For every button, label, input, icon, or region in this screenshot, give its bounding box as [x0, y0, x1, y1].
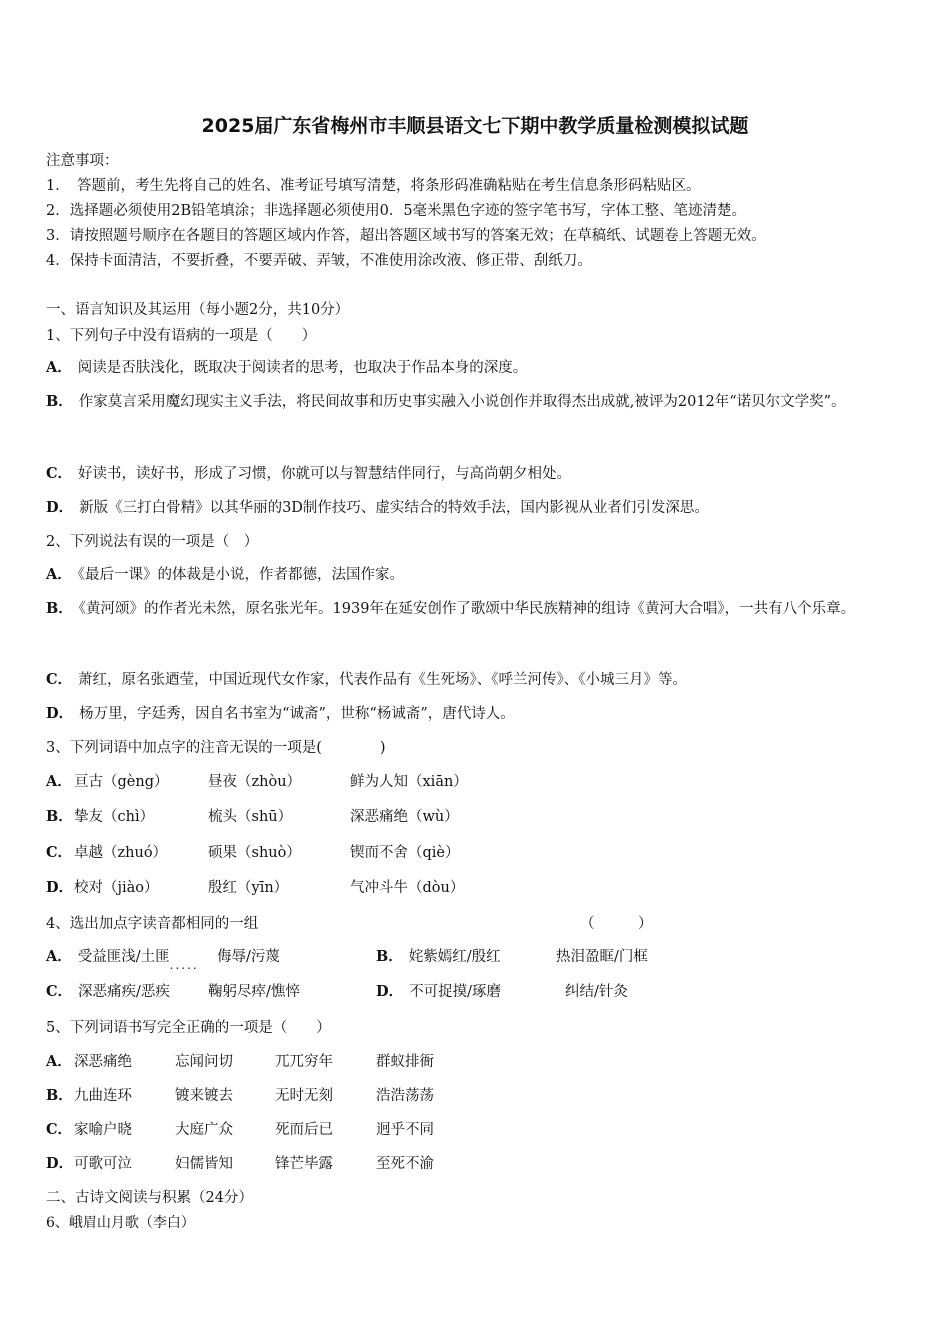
page-title: 2025届广东省梅州市丰顺县语文七下期中教学质量检测模拟试题: [201, 115, 749, 137]
question-stem: 2、下列说法有误的一项是（ ）: [46, 534, 259, 550]
option-item: 校对（jiào）: [74, 880, 159, 896]
option-text: 深恶痛疾/恶疾: [78, 984, 170, 1000]
question-stem: 3、下列词语中加点字的注音无误的一项是( ): [46, 740, 386, 756]
option-item: 至死不渝: [376, 1156, 434, 1172]
option-item: 卓越（zhuó）: [74, 845, 168, 861]
option-item: 锋芒毕露: [275, 1156, 333, 1172]
option-label: D．: [46, 879, 74, 896]
option-text: 新版《三打白骨精》以其华丽的3D制作技巧、虚实结合的特效手法，国内影视从业者们引发深思。: [79, 500, 709, 516]
option-label: C．: [46, 844, 73, 861]
option-label: D．: [46, 705, 74, 722]
option-d: [46, 498, 709, 518]
option-text: 好读书，读好书，形成了习惯，你就可以与智慧结伴同行，与高尚朝夕相处。: [78, 466, 572, 482]
option-item: 大庭广众: [175, 1122, 233, 1138]
option-label: B．: [376, 948, 403, 965]
option-item: 兀兀穷年: [275, 1054, 333, 1070]
option-text: 作家莫言采用魔幻现实主义手法，将民间故事和历史事实融入小说创作并取得杰出成就,被评为2012年“诺贝尔文学奖”。: [78, 394, 846, 410]
question-stem: 5、下列词语书写完全正确的一项是（ ）: [46, 1020, 331, 1036]
option-item: 昼夜（zhòu）: [208, 774, 302, 790]
notice-item: 2．选择题必须使用2B铅笔填涂；非选择题必须使用0．5毫米黑色字迹的签字笔书写，字体工整、笔迹清楚。: [46, 203, 747, 219]
option-label: A．: [46, 1053, 72, 1070]
option-label: C．: [46, 1121, 73, 1138]
option-label: C．: [46, 983, 73, 1000]
option-c: [46, 982, 170, 1002]
option-item: 妇儒皆知: [175, 1156, 233, 1172]
section-heading: 二、古诗文阅读与积累（24分）: [46, 1190, 253, 1206]
question-stem: 1、下列句子中没有语病的一项是（ ）: [46, 328, 317, 344]
option-item: 死而后已: [275, 1122, 333, 1138]
option-item: 锲而不舍（qiè）: [350, 845, 460, 861]
option-text: 热泪盈眶/门框: [556, 949, 648, 965]
option-label: B．: [46, 808, 73, 825]
option-text: 受益匪浅/土匪: [77, 949, 170, 965]
option-label: B．: [46, 600, 73, 617]
option-item: 殷红（yīn）: [208, 880, 289, 896]
option-item: 浩浩荡荡: [376, 1088, 434, 1104]
option-label: D．: [46, 1155, 74, 1172]
option-b: [46, 385, 908, 419]
option-item: 气冲斗牛（dòu）: [350, 880, 465, 896]
option-label: C．: [46, 671, 73, 688]
option-c: [46, 670, 687, 690]
option-text: 纠结/针灸: [565, 984, 628, 1000]
notice-item: 3．请按照题号顺序在各题目的答题区域内作答，超出答题区域书写的答案无效；在草稿纸、试题卷上答题无效。: [46, 228, 766, 244]
option-text: 杨万里，字廷秀，因自名书室为“诚斋”，世称“杨诚斋”，唐代诗人。: [79, 706, 515, 722]
option-label: D．: [46, 499, 74, 516]
option-item: 迥乎不同: [376, 1122, 434, 1138]
notice-item: 1． 答题前，考生先将自己的姓名、准考证号填写清楚，将条形码准确粘贴在考生信息条形码粘贴区。: [46, 178, 701, 194]
option-d: [46, 704, 515, 724]
option-text: 侮辱/污蔑: [217, 949, 280, 965]
option-text: 姹紫嫣红/殷红: [408, 949, 501, 965]
section-heading: 一、语言知识及其运用（每小题2分，共10分）: [46, 302, 350, 318]
question-stem: 6、峨眉山月歌（李白）: [46, 1215, 195, 1231]
option-text: 《最后一课》的体裁是小说，作者都德，法国作家。: [77, 567, 405, 583]
option-label: A．: [46, 359, 72, 376]
option-label: D．: [376, 983, 404, 1000]
option-item: 群蚁排衙: [376, 1054, 434, 1070]
option-item: 亘古（gèng）: [74, 774, 169, 790]
option-b: [46, 592, 908, 626]
question-stem: 4、选出加点字读音都相同的一组: [46, 916, 259, 932]
option-item: 九曲连环: [74, 1088, 132, 1104]
option-d: [376, 982, 501, 1002]
option-label: A．: [46, 566, 72, 583]
option-b: [376, 947, 501, 967]
option-item: 家喻户晓: [74, 1122, 132, 1138]
option-item: 忘闻问切: [175, 1054, 233, 1070]
option-item: 挚友（chì）: [74, 809, 155, 825]
option-c: [46, 464, 571, 484]
answer-paren: （ ）: [580, 916, 653, 932]
option-label: A．: [46, 773, 72, 790]
option-a: [46, 947, 199, 972]
option-item: 镀来镀去: [175, 1088, 233, 1104]
option-a: [46, 565, 404, 585]
option-label: B．: [46, 1087, 73, 1104]
option-item: 可歌可泣: [74, 1156, 132, 1172]
emphasis-dots: .....: [169, 958, 199, 972]
option-label: C．: [46, 465, 73, 482]
option-text: 鞠躬尽瘁/憔悴: [208, 984, 300, 1000]
notice-item: 4．保持卡面清洁，不要折叠，不要弄破、弄皱，不准使用涂改液、修正带、刮纸刀。: [46, 253, 592, 269]
option-a: [46, 1052, 78, 1072]
option-item: 鲜为人知（xiān）: [350, 774, 468, 790]
option-item: 硕果（shuò）: [208, 845, 301, 861]
option-label: A．: [46, 948, 72, 965]
option-text: 萧红，原名张迺莹，中国近现代女作家，代表作品有《生死场》、《呼兰河传》、《小城三月》等。: [78, 672, 688, 688]
option-text: 不可捉摸/琢磨: [409, 984, 501, 1000]
option-item: 梳头（shū）: [208, 809, 293, 825]
option-text: 《黄河颂》的作者光未然，原名张光年。1939年在延安创作了歌颂中华民族精神的组诗《黄河大合唱》，一共有八个乐章。: [78, 601, 856, 617]
option-a: [46, 772, 78, 792]
option-item: 深恶痛绝: [74, 1054, 132, 1070]
option-label: B．: [46, 393, 73, 410]
option-item: 无时无刻: [275, 1088, 333, 1104]
option-item: 深恶痛绝（wù）: [350, 809, 459, 825]
option-text: 阅读是否肤浅化，既取决于阅读者的思考，也取决于作品本身的深度。: [77, 360, 528, 376]
option-a: [46, 358, 527, 378]
notice-heading: 注意事项：: [46, 153, 119, 169]
